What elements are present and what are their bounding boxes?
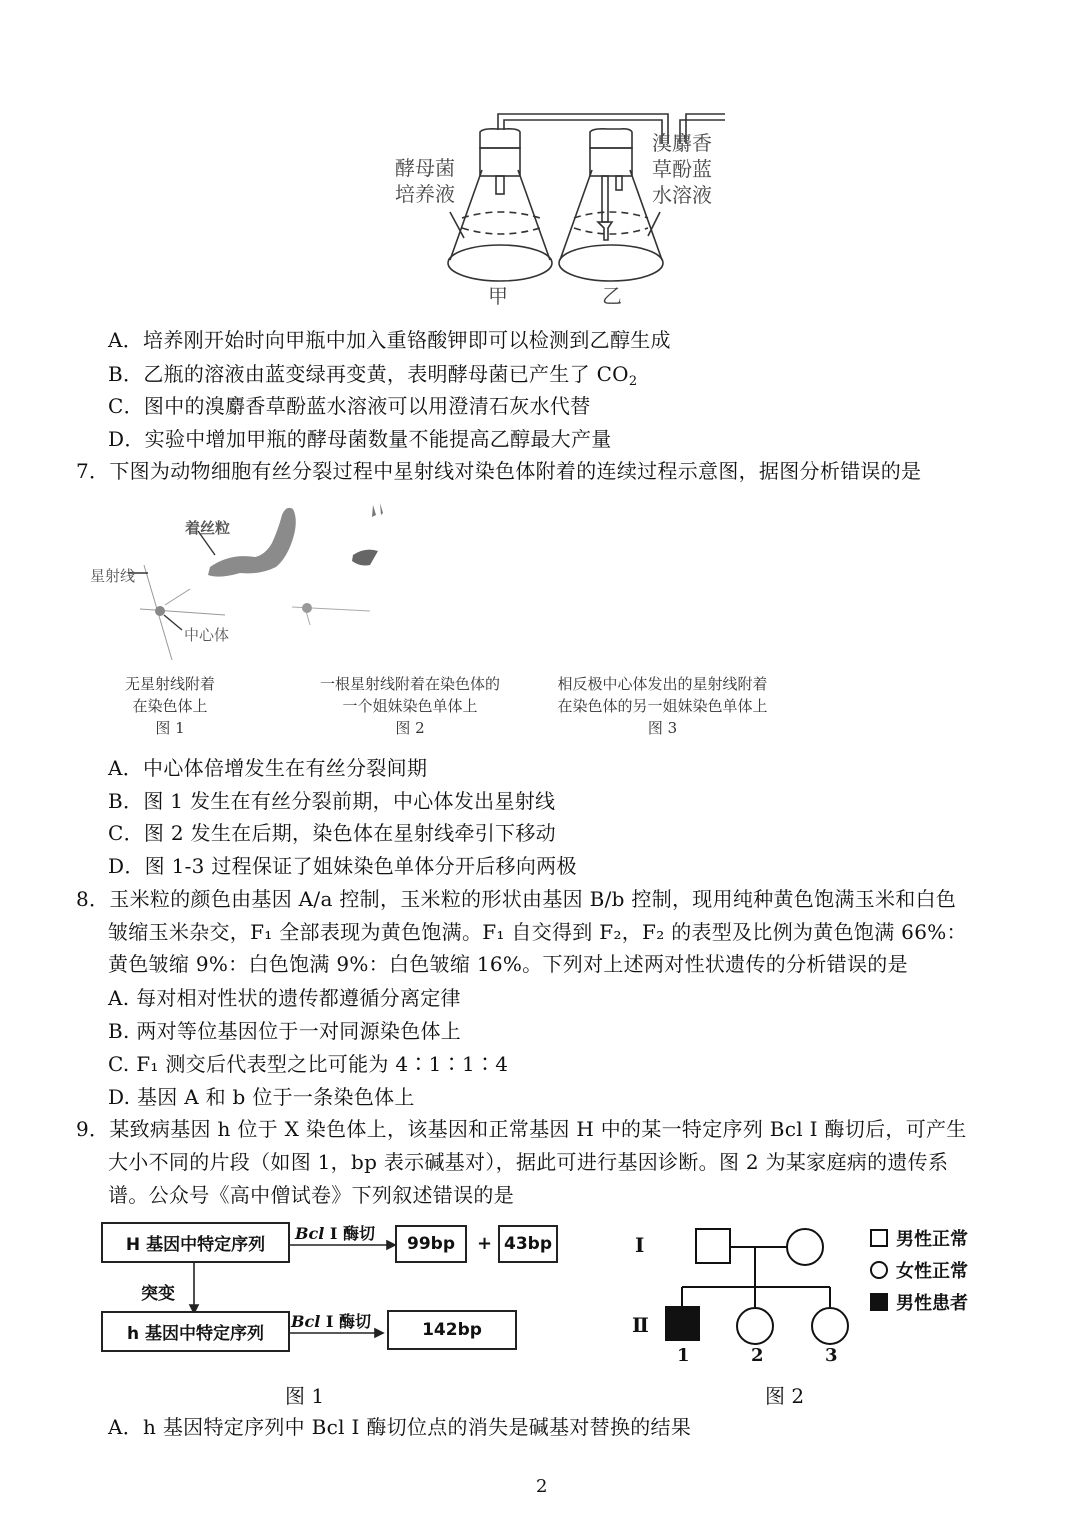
enzyme-name: Bcl xyxy=(295,1224,325,1243)
option-text: 图 1-3 过程保证了姐妹染色单体分开后移向两极 xyxy=(144,854,577,878)
flask-jia-label: 甲 xyxy=(488,284,508,308)
q9-stem-line-1 xyxy=(76,1115,967,1143)
fig2-caption xyxy=(300,673,520,739)
fragment-43bp-box: 43bp xyxy=(498,1225,558,1263)
pedigree-chart xyxy=(620,1215,880,1365)
label-line: 草酚蓝 xyxy=(652,157,712,181)
option-text: 实验中增加甲瓶的酵母菌数量不能提高乙醇最大产量 xyxy=(144,427,612,451)
option-letter: B． xyxy=(108,362,144,386)
option-text: 乙瓶的溶液由蓝变绿再变黄，表明酵母菌已产生了 CO xyxy=(143,362,629,386)
q7-option-c xyxy=(108,819,556,847)
caption-line: 在染色体上 xyxy=(132,697,208,715)
daughter-2-symbol xyxy=(737,1308,773,1344)
q9-option-a xyxy=(108,1413,691,1441)
plus-sign: + xyxy=(477,1233,493,1254)
child-3-number: 3 xyxy=(825,1345,838,1366)
figure-title: 图 3 xyxy=(647,719,678,737)
kinetochore-label: 着丝粒 xyxy=(185,519,231,537)
q7-option-b xyxy=(108,787,555,815)
fragment-142bp-box: 142bp xyxy=(387,1310,517,1350)
flask-figure xyxy=(380,100,730,310)
caption-line: 在染色体的另一姐妹染色单体上 xyxy=(557,697,768,715)
q8-stem-line-3: 黄色皱缩 9%：白色饱满 9%：白色皱缩 16%。下列对上述两对性状遗传的分析错误的是 xyxy=(108,952,908,976)
caption-line: 无星射线附着 xyxy=(124,675,215,693)
generation-II-label: Ⅱ xyxy=(632,1313,649,1337)
label-line: 溴麝香 xyxy=(652,131,712,155)
caption-line: 一个姐妹染色单体上 xyxy=(342,697,478,715)
flask-yi-label: 乙 xyxy=(602,284,622,308)
q8-option-a xyxy=(108,984,461,1012)
option-text: 培养刚开始时向甲瓶中加入重铬酸钾即可以检测到乙醇生成 xyxy=(143,328,671,352)
option-text: 基因 A 和 b 位于一条染色体上 xyxy=(136,1085,415,1109)
fig2-title: 图 2 xyxy=(765,1384,805,1408)
enzyme-label-top xyxy=(295,1221,375,1244)
legend-female-normal xyxy=(870,1257,968,1283)
option-text: F₁ 测交后代表型之比可能为 4∶1∶1∶4 xyxy=(136,1052,509,1076)
option-letter: B． xyxy=(108,789,144,813)
caption-line: 一根星射线附着在染色体的 xyxy=(319,675,500,693)
legend-male-affected xyxy=(870,1289,968,1315)
H-gene-sequence-box: H 基因中特定序列 xyxy=(101,1222,290,1263)
option-text: 中心体倍增发生在有丝分裂间期 xyxy=(143,756,428,780)
question-stem: 下图为动物细胞有丝分裂过程中星射线对染色体附着的连续过程示意图，据图分析错误的是 xyxy=(109,459,922,483)
q9-fig1 xyxy=(95,1215,575,1415)
question-stem: 某致病基因 h 位于 X 染色体上，该基因和正常基因 H 中的某一特定序列 Bcl I 酶切后，可产生 xyxy=(109,1117,967,1141)
option-letter: D. xyxy=(108,1085,137,1109)
fragment-99bp-box: 99bp xyxy=(395,1225,467,1263)
legend-label: 男性患者 xyxy=(896,1293,968,1314)
flask-left-label xyxy=(395,155,455,207)
q7-option-d xyxy=(108,852,577,880)
q7-stem xyxy=(76,457,921,485)
question-number: 8． xyxy=(76,887,110,911)
q9-stem-line-3: 谱。公众号《高中僧试卷》下列叙述错误的是 xyxy=(108,1183,514,1207)
daughter-3-symbol xyxy=(812,1308,848,1344)
option-text: 图 2 发生在后期，染色体在星射线牵引下移动 xyxy=(143,821,556,845)
q6-option-d xyxy=(108,425,612,453)
label-line: 酵母菌 xyxy=(395,156,455,180)
question-number: 9． xyxy=(76,1117,110,1141)
option-letter: C． xyxy=(108,394,144,418)
flask-right-label xyxy=(652,130,712,208)
figure-title: 图 2 xyxy=(395,719,425,737)
q8-stem-line-1 xyxy=(76,885,956,913)
mutation-label: 突变 xyxy=(141,1284,175,1304)
q9-stem-line-2: 大小不同的片段（如图 1，bp 表示碱基对），据此可进行基因诊断。图 2 为某家庭病的遗传系 xyxy=(108,1150,949,1174)
q7-option-a xyxy=(108,754,427,782)
option-letter: A． xyxy=(108,1415,144,1439)
q6-option-a xyxy=(108,326,671,354)
q8-option-b xyxy=(108,1017,461,1045)
label-line: 培养液 xyxy=(395,182,455,206)
h-gene-sequence-box: h 基因中特定序列 xyxy=(101,1311,290,1352)
open-square-icon xyxy=(870,1229,888,1247)
question-stem: 玉米粒的颜色由基因 A/a 控制，玉米粒的形状由基因 B/b 控制，现用纯种黄色饱满玉米和白色 xyxy=(109,887,957,911)
filled-square-icon xyxy=(870,1293,888,1311)
option-letter: B. xyxy=(108,1019,137,1043)
fig1-caption xyxy=(100,673,240,739)
option-letter: A. xyxy=(108,986,137,1010)
figure-title: 图 1 xyxy=(155,719,185,737)
centrosome-label: 中心体 xyxy=(184,626,230,644)
legend-male-normal xyxy=(870,1225,968,1251)
child-2-number: 2 xyxy=(751,1345,764,1366)
option-text: 两对等位基因位于一对同源染色体上 xyxy=(136,1019,462,1043)
q6-option-c xyxy=(108,392,591,420)
legend-label: 女性正常 xyxy=(896,1261,968,1282)
question-number: 7． xyxy=(76,459,110,483)
q8-stem-line-2: 皱缩玉米杂交，F₁ 全部表现为黄色饱满。F₁ 自交得到 F₂，F₂ 的表型及比例为黄色饱满 66%： xyxy=(108,920,967,944)
caption-line: 相反极中心体发出的星射线附着 xyxy=(557,675,768,693)
option-text: 每对相对性状的遗传都遵循分离定律 xyxy=(136,986,461,1010)
enzyme-action: Ⅰ 酶切 xyxy=(320,1312,371,1331)
open-circle-icon xyxy=(870,1261,888,1279)
option-text: 图 1 发生在有丝分裂前期，中心体发出星射线 xyxy=(143,789,556,813)
fig1-title: 图 1 xyxy=(285,1384,325,1408)
option-letter: A． xyxy=(108,756,144,780)
generation-I-label: Ⅰ xyxy=(635,1233,645,1257)
q7-figure xyxy=(80,495,800,745)
son-affected-symbol xyxy=(666,1307,699,1340)
q8-option-c xyxy=(108,1050,508,1078)
option-letter: C. xyxy=(108,1052,137,1076)
option-text: h 基因特定序列中 Bcl I 酶切位点的消失是碱基对替换的结果 xyxy=(143,1415,692,1439)
page-number: 2 xyxy=(536,1476,548,1497)
subscript: 2 xyxy=(628,374,638,389)
legend-label: 男性正常 xyxy=(896,1229,968,1250)
fig3-caption xyxy=(535,673,790,739)
mother-symbol xyxy=(787,1229,823,1265)
option-letter: C． xyxy=(108,821,144,845)
child-1-number: 1 xyxy=(677,1345,690,1366)
enzyme-action: Ⅰ 酶切 xyxy=(324,1224,375,1243)
enzyme-label-bottom xyxy=(291,1309,371,1332)
astral-ray-label: 星射线 xyxy=(90,567,136,585)
option-letter: D． xyxy=(108,854,145,878)
father-symbol xyxy=(696,1229,730,1263)
option-text: 图中的溴麝香草酚蓝水溶液可以用澄清石灰水代替 xyxy=(143,394,591,418)
q6-option-b xyxy=(108,360,637,388)
option-letter: D． xyxy=(108,427,145,451)
label-line: 水溶液 xyxy=(652,183,712,207)
q9-fig2-pedigree xyxy=(620,1215,1020,1415)
enzyme-name: Bcl xyxy=(291,1312,321,1331)
option-letter: A． xyxy=(108,328,144,352)
q8-option-d xyxy=(108,1083,415,1111)
